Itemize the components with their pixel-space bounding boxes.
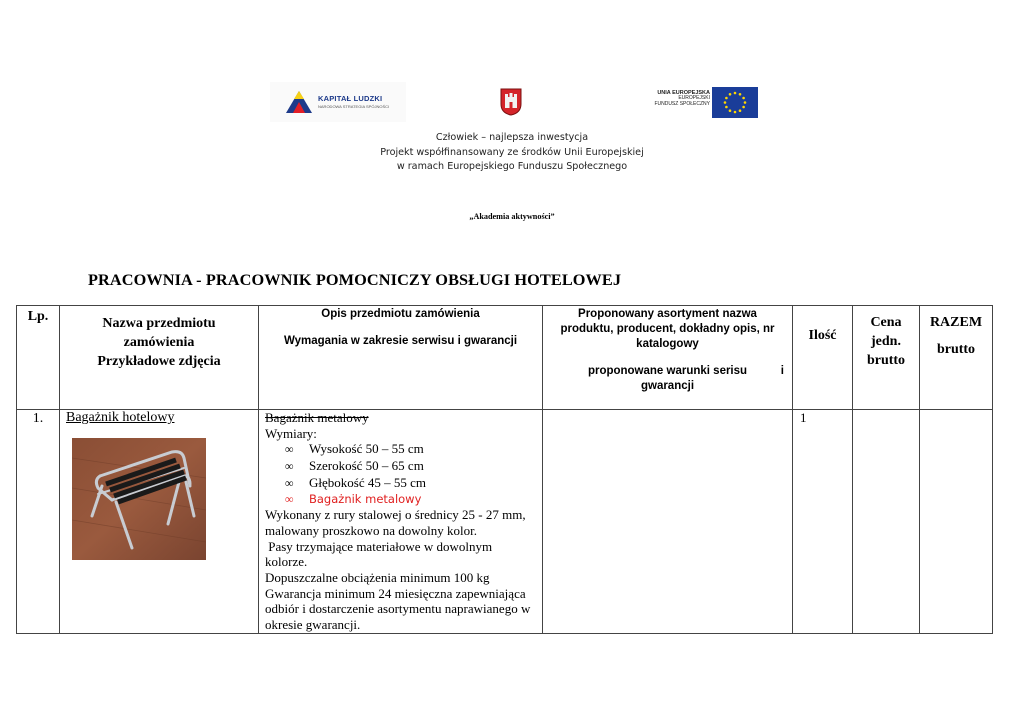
desc-paragraph-4: Gwarancja minimum 24 miesięczna zapewniająca odbiór i dostarczenie asortymentu naprawianego w okresie gwarancji. (265, 585, 531, 633)
list-item (265, 458, 542, 475)
eu-line-3: FUNDUSZ SPOŁECZNY (654, 101, 710, 108)
infinity-bullet-icon: ∞ (285, 475, 294, 490)
project-header (0, 131, 1024, 175)
page-title: PRACOWNIA - PRACOWNIK POMOCNICZY OBSŁUGI HOTELOWEJ (88, 270, 622, 289)
desc-bullet-red: Bagażnik metalowy (309, 491, 422, 506)
infinity-bullet-icon: ∞ (285, 491, 294, 506)
table-row (17, 410, 993, 634)
row-lp-text: 1. (32, 411, 44, 426)
header-price-line-3: brutto (866, 353, 906, 368)
kapital-ludzki-icon (284, 89, 314, 115)
row-name (60, 410, 259, 634)
header-proposed (543, 306, 793, 410)
desc-paragraph-1: Wykonany z rury stalowej o średnicy 25 - 27 mm, malowany proszkowo na dowolny kolor. (265, 507, 526, 538)
desc-paragraph-2: Pasy trzymające materiałowe w dowolnym kolorze. (265, 538, 496, 570)
header-proposed-line-1: Proponowany asortyment nazwa (578, 308, 757, 320)
row-price[interactable] (853, 410, 920, 634)
header-price-line-1: Cena (870, 315, 902, 330)
header-name (60, 306, 259, 410)
row-description (259, 410, 543, 634)
table-header-row (17, 306, 993, 410)
header-proposed-line-2: produktu, producent, dokładny opis, nr (560, 323, 775, 335)
infinity-bullet-icon: ∞ (285, 442, 294, 457)
header-proposed-line-4b: i (780, 365, 784, 377)
header-name-line-1: Nazwa przedmiotu (102, 316, 216, 331)
order-table (16, 305, 993, 634)
infinity-bullet-icon: ∞ (285, 459, 294, 474)
list-item (265, 441, 542, 458)
header-proposed-line-3: katalogowy (636, 338, 699, 350)
row-proposed[interactable] (543, 410, 793, 634)
desc-paragraph-3: Dopuszczalne obciążenia minimum 100 kg (265, 570, 490, 586)
eu-line-2: EUROPEJSKI (678, 95, 710, 102)
header-line-2: Projekt współfinansowany ze środków Unii Europejskiej (380, 146, 644, 158)
header-qty-text: Ilość (808, 328, 837, 343)
header-description (259, 306, 543, 410)
row-qty[interactable] (793, 410, 853, 634)
list-item (265, 492, 542, 508)
city-crest-icon (500, 88, 522, 116)
list-item (265, 475, 542, 492)
header-lp (17, 306, 60, 410)
header-name-line-2: zamówienia (123, 335, 195, 350)
project-name: „Akademia aktywności” (469, 212, 555, 221)
eu-flag-icon (712, 87, 758, 118)
header-qty (793, 306, 853, 410)
row-qty-text: 1 (800, 410, 807, 425)
luggage-rack-photo (72, 438, 206, 560)
eu-logo (640, 85, 760, 119)
eu-line-1: UNIA EUROPEJSKA (657, 90, 710, 96)
row-name-text: Bagażnik hotelowy (66, 410, 175, 425)
row-lp (17, 410, 60, 634)
header-proposed-line-4: proponowane warunki serisu (587, 365, 748, 377)
header-name-line-3: Przykładowe zdjęcia (97, 354, 221, 369)
logo-bar (0, 82, 1024, 122)
kapital-ludzki-subtitle: NARODOWA STRATEGIA SPÓJNOŚCI (318, 103, 390, 109)
desc-dims-label: Wymiary: (265, 425, 317, 441)
header-total (920, 306, 993, 410)
header-total-line-1: RAZEM (929, 315, 983, 330)
desc-bullet-2: Szerokość 50 – 65 cm (309, 458, 424, 474)
row-total[interactable] (920, 410, 993, 634)
desc-dims-list (265, 441, 542, 507)
desc-bullet-1: Wysokość 50 – 55 cm (309, 441, 424, 457)
header-line-3: w ramach Europejskiego Funduszu Społecznego (396, 161, 628, 172)
header-line-1: Człowiek – najlepsza inwestycja (435, 132, 589, 143)
header-desc-line-2: Wymagania w zakresie serwisu i gwarancji (283, 335, 518, 347)
header-desc-line-1: Opis przedmiotu zamówienia (321, 308, 480, 320)
header-proposed-line-5: gwarancji (640, 380, 695, 392)
header-total-line-2: brutto (936, 342, 976, 357)
header-lp-text: Lp. (27, 309, 49, 324)
desc-struck: Bagażnik metalowy (265, 410, 369, 425)
kapital-ludzki-logo (270, 82, 406, 122)
header-price-line-2: jedn. (871, 334, 901, 349)
desc-bullet-3: Głębokość 45 – 55 cm (309, 474, 426, 490)
kapital-ludzki-title: KAPITAŁ LUDZKI (318, 94, 383, 104)
header-price (853, 306, 920, 410)
